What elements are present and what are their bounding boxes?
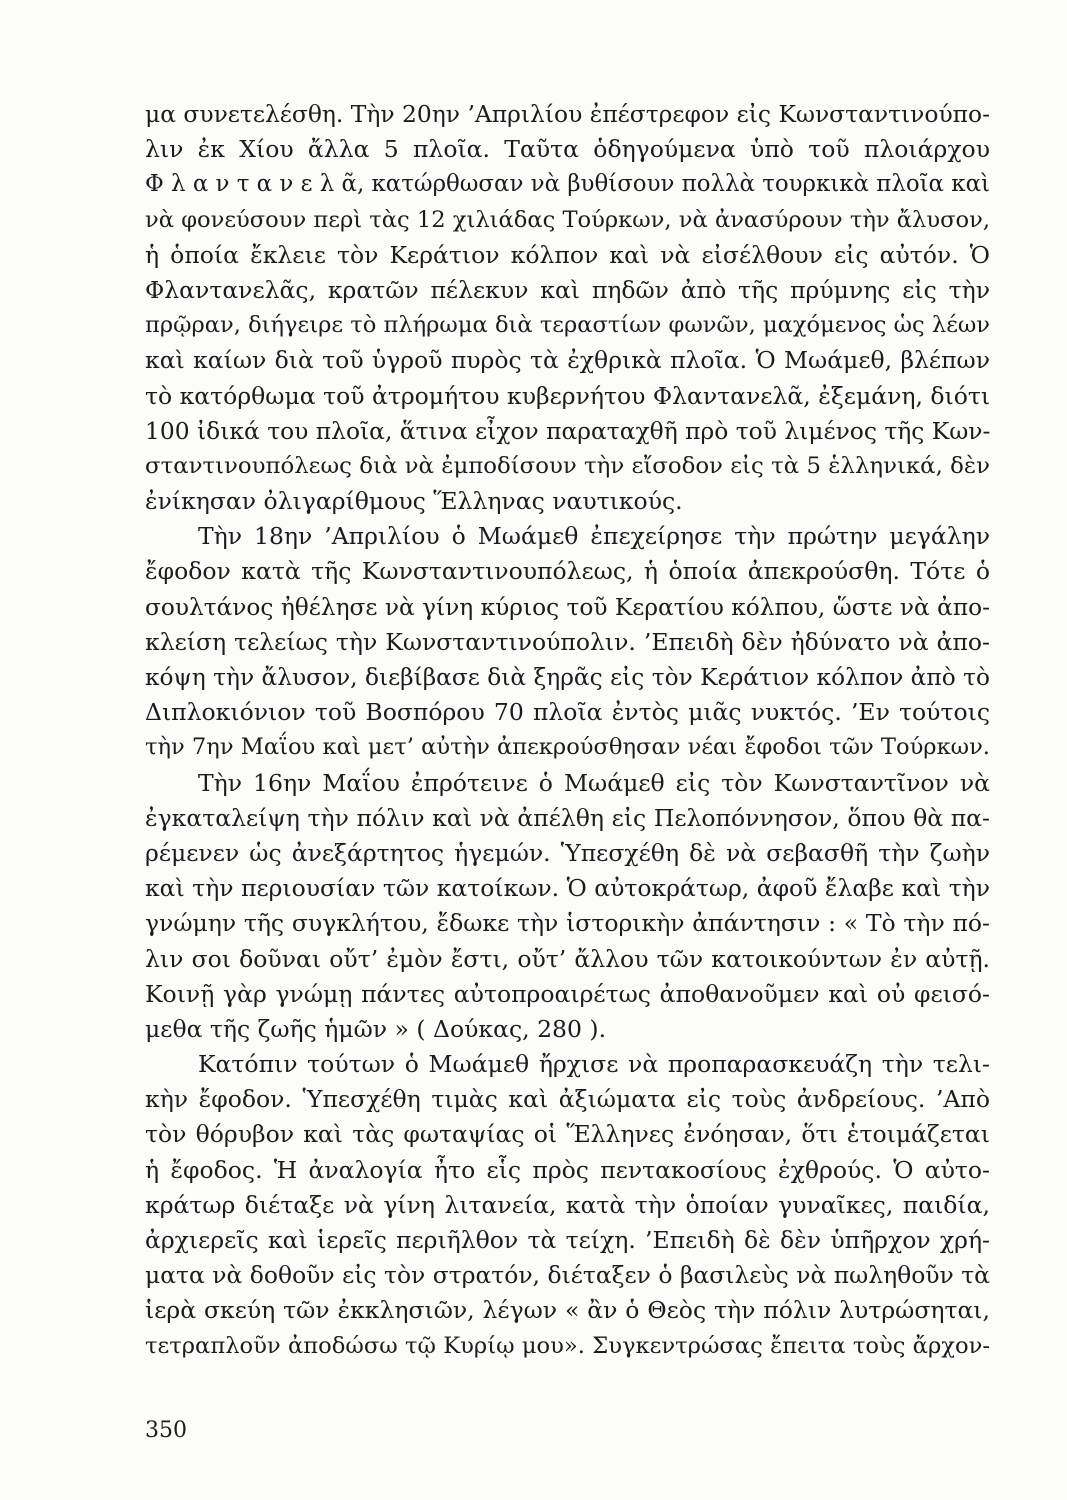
text-line: τὸ κατόρθωμα τοῦ ἀτρομήτου κυβερνήτου Φλαντανελᾶ, ἐξεμάνη, διότι xyxy=(145,381,991,410)
text-line: ἐγκαταλείψη τὴν πόλιν καὶ νὰ ἀπέλθη εἰς Πελοπόννησον, ὅπου θὰ πα- xyxy=(145,803,990,832)
text-line: τὸν θόρυβον καὶ τὰς φωταψίας οἱ Ἕλληνες ἐνόησαν, ὅτι ἑτοιμάζεται xyxy=(145,1120,990,1149)
text-line: κόψη τὴν ἄλυσον, διεβίβασε διὰ ξηρᾶς εἰς τὸν Κεράτιον κόλπον ἀπὸ τὸ xyxy=(145,664,990,691)
paragraph-start-line: Τὴν 16ην Μαΐου ἐπρότεινε ὁ Μωάμεθ εἰς τὸν Κωνσταντῖνον νὰ xyxy=(198,768,990,797)
text-line: καὶ τὴν περιουσίαν τῶν κατοίκων. Ὁ αὐτοκράτωρ, ἀφοῦ ἔλαβε καὶ τὴν xyxy=(145,874,990,903)
text-line: καὶ καίων διὰ τοῦ ὑγροῦ πυρὸς τὰ ἐχθρικὰ πλοῖα. Ὁ Μωάμεθ, βλέπων xyxy=(145,346,990,375)
text-line: Διπλοκιόνιον τοῦ Βοσπόρου 70 πλοῖα ἐντὸς μιᾶς νυκτός. ’Εν τούτοις xyxy=(145,698,990,727)
text-line: κὴν ἔφοδον. Ὑπεσχέθη τιμὰς καὶ ἀξιώματα εἰς τοὺς ἀνδρείους. ’Απὸ xyxy=(145,1085,990,1114)
paragraph-end-line: ἐνίκησαν ὀλιγαρίθμους Ἕλληνας ναυτικούς. xyxy=(145,487,683,516)
text-line: λιν σοι δοῦναι οὔτ’ ἐμὸν ἔστι, οὔτ’ ἄλλου τῶν κατοικούντων ἐν αὐτῇ. xyxy=(145,944,990,973)
text-line: ἔφοδον κατὰ τῆς Κωνσταντινουπόλεως, ἡ ὁποία ἀπεκρούσθη. Τότε ὁ xyxy=(145,557,990,586)
text-line: κλείση τελείως τὴν Κωνσταντινούπολιν. ’Επειδὴ δὲν ἠδύνατο νὰ ἀπο- xyxy=(145,627,990,656)
text-line: 100 ἰδικά του πλοῖα, ἅτινα εἶχον παραταχθῆ πρὸ τοῦ λιμένος τῆς Κων- xyxy=(145,416,991,445)
text-line: γνώμην τῆς συγκλήτου, ἔδωκε τὴν ἱστορικὴν ἀπάντησιν : « Τὸ τὴν πό- xyxy=(145,909,990,938)
text-line: λιν ἐκ Χίου ἄλλα 5 πλοῖα. Ταῦτα ὁδηγούμενα ὑπὸ τοῦ πλοιάρχου xyxy=(145,135,990,164)
text-line: ἱερὰ σκεύη τῶν ἐκκλησιῶν, λέγων « ἂν ὁ Θεὸς τὴν πόλιν λυτρώσηται, xyxy=(145,1296,990,1325)
text-line: Φ λ α ν τ α ν ε λ ᾶ, κατώρθωσαν νὰ βυθίσουν πολλὰ τουρκικὰ πλοῖα καὶ xyxy=(145,171,990,198)
text-line: σουλτάνος ἠθέλησε νὰ γίνη κύριος τοῦ Κερατίου κόλπου, ὥστε νὰ ἀπο- xyxy=(145,593,990,621)
text-line: πρῷραν, διήγειρε τὸ πλήρωμα διὰ τεραστίων φωνῶν, μαχόμενος ὡς λέων xyxy=(145,312,990,339)
text-line: κράτωρ διέταξε νὰ γίνη λιτανεία, κατὰ τὴν ὁποίαν γυναῖκες, παιδία, xyxy=(145,1190,990,1219)
paragraph-end-line: μεθα τῆς ζωῆς ἡμῶν » ( Δούκας, 280 ). xyxy=(145,1014,607,1043)
text-line: μα συνετελέσθη. Τὴν 20ην ’Απριλίου ἐπέστρεφον εἰς Κωνσταντινούπο- xyxy=(145,100,990,128)
paragraph-end-line: τὴν 7ην Μαΐου καὶ μετ’ αὐτὴν ἀπεκρούσθησαν νέαι ἔφοδοι τῶν Τούρκων. xyxy=(145,734,990,761)
text-line: ἀρχιερεῖς καὶ ἱερεῖς περιῆλθον τὰ τείχη. ’Επειδὴ δὲ δὲν ὑπῆρχον χρή- xyxy=(145,1226,990,1254)
text-line: Φλαντανελᾶς, κρατῶν πέλεκυν καὶ πηδῶν ἀπὸ τῆς πρύμνης εἰς τὴν xyxy=(145,275,990,304)
page-number: 350 xyxy=(145,1418,187,1443)
text-line: ρέμενεν ὡς ἀνεξάρτητος ἡγεμών. Ὑπεσχέθη δὲ νὰ σεβασθῆ τὴν ζωὴν xyxy=(145,838,990,867)
text-line: ἡ ὁποία ἔκλειε τὸν Κεράτιον κόλπον καὶ νὰ εἰσέλθουν εἰς αὐτόν. Ὁ xyxy=(145,240,990,269)
text-line: τετραπλοῦν ἀποδώσω τῷ Κυρίῳ μου». Συγκεντρώσας ἔπειτα τοὺς ἄρχον- xyxy=(145,1332,990,1359)
page-body-text xyxy=(145,97,990,1364)
paragraph-start-line: Τὴν 18ην ’Απριλίου ὁ Μωάμεθ ἐπεχείρησε τὴν πρώτην μεγάλην xyxy=(198,522,990,551)
text-line: σταντινουπόλεως διὰ νὰ ἐμποδίσουν τὴν εἴσοδον εἰς τὰ 5 ἑλληνικά, δὲν xyxy=(145,452,990,479)
text-line: νὰ φονεύσουν περὶ τὰς 12 χιλιάδας Τούρκων, νὰ ἀνασύρουν τὴν ἄλυσον, xyxy=(145,206,990,233)
paragraph-start-line: Κατόπιν τούτων ὁ Μωάμεθ ἤρχισε νὰ προπαρασκευάζη τὴν τελι- xyxy=(198,1050,990,1079)
text-line: ματα νὰ δοθοῦν εἰς τὸν στρατόν, διέταξεν ὁ βασιλεὺς νὰ πωληθοῦν τὰ xyxy=(145,1261,990,1290)
text-line: ἡ ἔφοδος. Ἡ ἀναλογία ἦτο εἷς πρὸς πεντακοσίους ἐχθρούς. Ὁ αὐτο- xyxy=(145,1155,990,1184)
text-line: Κοινῇ γὰρ γνώμῃ πάντες αὐτοπροαιρέτως ἀποθανοῦμεν καὶ οὐ φεισό- xyxy=(145,979,990,1008)
